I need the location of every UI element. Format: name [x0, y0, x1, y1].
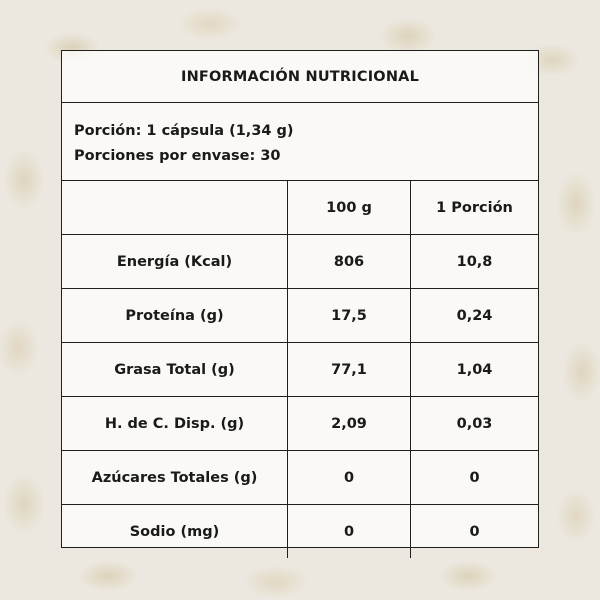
value-per-100g: 77,1: [288, 343, 411, 397]
nutrition-table: [62, 181, 538, 558]
header-per-portion: 1 Porción: [411, 181, 539, 235]
value-per-portion: 0,24: [411, 289, 539, 343]
value-per-100g: 0: [288, 505, 411, 559]
servings-per-container: Porciones por envase: 30: [74, 148, 281, 164]
nutrient-name: Azúcares Totales (g): [62, 451, 288, 505]
value-per-portion: 0,03: [411, 397, 539, 451]
serving-info: [62, 103, 538, 181]
header-nutrient: [62, 181, 288, 235]
value-per-100g: 0: [288, 451, 411, 505]
header-per-100g: 100 g: [288, 181, 411, 235]
value-per-100g: 17,5: [288, 289, 411, 343]
table-row: [62, 289, 538, 343]
table-row: [62, 505, 538, 559]
nutrient-name: Grasa Total (g): [62, 343, 288, 397]
table-row: [62, 451, 538, 505]
value-per-portion: 0: [469, 523, 480, 540]
nutrition-facts-panel: [61, 50, 539, 548]
value-per-100g: 806: [288, 235, 411, 289]
value-per-100g: 2,09: [288, 397, 411, 451]
value-per-portion: 0: [411, 451, 539, 505]
table-row: [62, 343, 538, 397]
table-header-row: [62, 181, 538, 235]
serving-size: Porción: 1 cápsula (1,34 g): [74, 123, 294, 139]
nutrient-name: Energía (Kcal): [62, 235, 288, 289]
value-per-portion: 1,04: [411, 343, 539, 397]
table-row: [62, 235, 538, 289]
table-row: [62, 397, 538, 451]
nutrient-name: Proteína (g): [62, 289, 288, 343]
nutrient-name: Sodio (mg): [62, 505, 288, 559]
panel-title: INFORMACIÓN NUTRICIONAL: [62, 51, 538, 103]
value-per-portion: 10,8: [411, 235, 539, 289]
nutrient-name: H. de C. Disp. (g): [62, 397, 288, 451]
